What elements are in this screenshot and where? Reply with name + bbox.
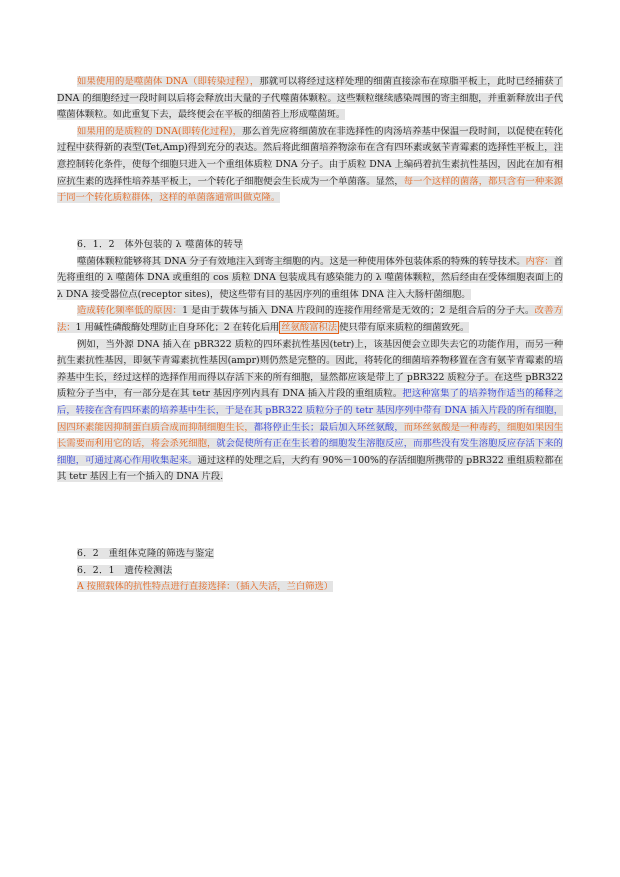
section-screening: [57, 546, 563, 596]
section-heading-6-2-1: 6．2．1 遗传检测法: [77, 564, 173, 576]
label-improvement-method: 改善方法：: [57, 305, 563, 333]
blue-text-lysis: 就会促使所有正在生长着的细胞发生溶胞反应，而那些没有发生溶胞反应存活下来的细胞，可通过离心作用收集起来。: [57, 438, 563, 466]
label-content: 内容：: [525, 255, 554, 267]
paragraph-text: 噬菌体颗粒能够将其 DNA 分子有效地注入到寄主细胞的内。这是一种使用体外包装体系的特殊的转导技术。: [77, 255, 526, 267]
paragraph-lambda-transduction: [57, 254, 563, 304]
section-transformation-plating: [57, 74, 563, 207]
paragraph-text: 通过这样的处理之后，大约有 90%－100%的存活细胞所携带的 pBR322 重组质粒都在其 tetr 基因上有一个插入的 DNA 片段.: [57, 454, 563, 483]
paragraph-text: 例如，当外源 DNA 插入在 pBR322 质粒的四环素抗性基因(tetr)上，该基因便会立即失去它的功能作用，而另一种抗生素抗性基因，即氨苄青霉素抗性基因(ampr)则仍然是完整的。因此，将转化的细菌培养物移置在含有氨苄青霉素的培养基中生长，经过这样的选择作用而得以存活下来的所有细胞，显然都应该是带上了 pBR322 质粒分子。在这些 pBR322 质粒分子当中，有一部分是在其 tetr 基因序列内具有 DNA 插入片段的重组质粒。: [57, 338, 563, 400]
paragraph-pbr322-example: [57, 337, 563, 486]
section-lambda-packaging: [57, 237, 563, 486]
section-heading-6-1-2: 6．1．2 体外包装的 λ 噬菌体的转导: [77, 239, 243, 250]
label-low-frequency-reason: 造成转化频率低的原因：: [77, 305, 183, 317]
paragraph-text: 使只带有原来质粒的细菌致死。: [339, 321, 470, 333]
paragraph-text: 首先将重组的 λ 噬菌体 DNA 或重组的 cos 质粒 DNA 包装成具有感染能力的 λ 噬菌体颗粒，然后经由在受体细胞表面上的 λ DNA 接受器位点(receptor sites)，使这些带有目的基因序列的重组体 DNA 注入大肠杆菌细胞。: [57, 255, 563, 300]
paragraph-plasmid-transformation: [57, 124, 563, 207]
highlight-plasmid-dna: 如果用的是质粒的 DNA(即转化过程)，: [77, 125, 243, 137]
orange-text-tetracycline: 因四环素能因抑制蛋白质合成而抑制细胞生长，: [57, 421, 254, 433]
paragraph-text: 那就可以将经过这样处理的细菌直接涂布在琼脂平板上，此时已经捕获了 DNA 的细胞经过一段时间以后将会释放出大量的子代噬菌体颗粒。这些颗粒继续感染周围的寄主细胞，并重新释放出子代噬菌体颗粒。如此重复下去，最终便会在平板的细菌苔上形成噬菌斑。: [57, 76, 563, 121]
boxed-term-serine-enrichment: 丝氨酸富积法: [281, 321, 338, 333]
paragraph-phage-transfection: [57, 74, 563, 124]
orange-text-poison: 而环丝氨酸是一种毒药，细胞如果因生长需要而利用它的话，将会杀死细胞，: [57, 421, 563, 450]
blue-text-dilution: 把这种富集了的培养物作适当的稀释之后，转接在含有四环素的培养基中生长，于是在其 pBR322 质粒分子的 tetr 基因序列中带有 DNA 插入片段的所有细胞，: [57, 388, 563, 416]
paragraph-direct-selection: A 按照载体的抗性特点进行直接选择：（插入失活，兰白筛选）: [77, 581, 334, 593]
paragraph-text: 1 是由于载体与插入 DNA 片段间的连接作用经常是无效的；2 是组合后的分子大。: [182, 305, 535, 317]
blue-text-cycloserine: 都将停止生长；最后加入环丝氨酸，: [253, 421, 404, 433]
highlight-phage-dna: 如果使用的是噬菌体 DNA（即转染过程），: [77, 76, 260, 87]
paragraph-low-frequency: [57, 303, 563, 336]
paragraph-text: 那么首先应将细菌放在非选择性的肉汤培养基中保温一段时间，以促使在转化过程中获得新的表型(Tet,Amp)得到充分的表达。然后将此细菌培养物涂布在含有四环素或氨苄青霉素的选择性平板上，注意控制转化条件，使每个细胞只进入一个重组体质粒 DNA 分子。由于质粒 DNA 上编码着抗生素抗性基因，因此在加有相应抗生素的选择性培养基平板上，一个转化子细胞便会生长成为一个单菌落。显然，: [57, 125, 563, 187]
paragraph-text: 1 用碱性磷酸酶处理防止自身环化；2 在转化后用: [75, 321, 280, 333]
section-heading-6-2: 6．2 重组体克隆的筛选与鉴定: [77, 548, 215, 559]
highlight-clone-definition: 每一个这样的菌落，都只含有一种来源于同一个转化质粒群体，这样的单菌落通常叫做克隆。: [57, 175, 563, 204]
